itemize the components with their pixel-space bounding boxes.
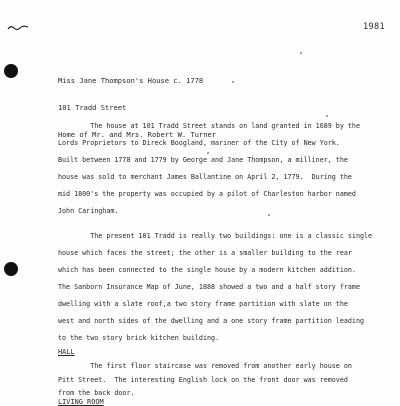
- paragraph-line: The Sanborn Insurance Map of June, 1888 showed a two and a half story frame: [58, 283, 360, 291]
- paragraph-line: The present 101 Tradd is really two buildings: one is a classic single: [58, 232, 373, 240]
- paragraph-line: Built between 1778 and 1779 by George and Jane Thompson, a milliner, the: [58, 156, 348, 164]
- paragraph-line: west and north sides of the dwelling and a one story frame partition leading: [58, 317, 364, 325]
- paragraph-line: dwelling with a slate roof,a two story frame partition with slate on the: [58, 300, 348, 308]
- paragraph-line: house which faces the street; the other is a smaller building to the rear: [58, 249, 352, 257]
- paragraph-line: John Caringham.: [58, 207, 119, 215]
- house-address: 101 Tradd Street: [58, 103, 127, 112]
- section-heading-living-room: LIVING ROOM: [58, 398, 104, 406]
- paragraph-line: which has been connected to the single house by a modern kitchen addition.: [58, 266, 356, 274]
- page-number: 1981: [363, 22, 386, 32]
- paragraph-line: to the two story brick kitchen building.: [58, 334, 220, 342]
- paragraph-line: The house at 101 Tradd Street stands on land granted in 1689 by the: [58, 122, 360, 130]
- house-owners: Home of Mr. and Mrs. Robert W. Turner: [58, 130, 217, 139]
- section-heading-hall: HALL: [58, 348, 75, 356]
- paragraph-line: mid 1800's the property was occupied by a pilot of Charleston harbor named: [58, 190, 356, 198]
- binder-hole-top: [4, 64, 18, 78]
- paper-speck: [326, 115, 328, 117]
- paragraph-line: Lords Proprietors to Direck Boogland, mariner of the City of New York.: [58, 139, 340, 147]
- paragraph-line: house was sold to merchant James Ballantine on April 2, 1779. During the: [58, 173, 352, 181]
- binder-hole-bottom: [4, 262, 18, 276]
- paper-speck: [268, 214, 270, 216]
- paragraph-line: from the back door.: [58, 389, 135, 397]
- pen-mark: [7, 24, 29, 32]
- paragraph-line: Pitt Street. The interesting English lock on the front door was removed: [58, 376, 348, 384]
- paper-speck: [232, 81, 234, 83]
- paper-speck: [300, 52, 302, 54]
- house-title: Miss Jane Thompson's House c. 1778: [58, 76, 204, 85]
- paragraph-line: The first floor staircase was removed from another early house on: [58, 362, 352, 370]
- paper-speck: [207, 152, 209, 154]
